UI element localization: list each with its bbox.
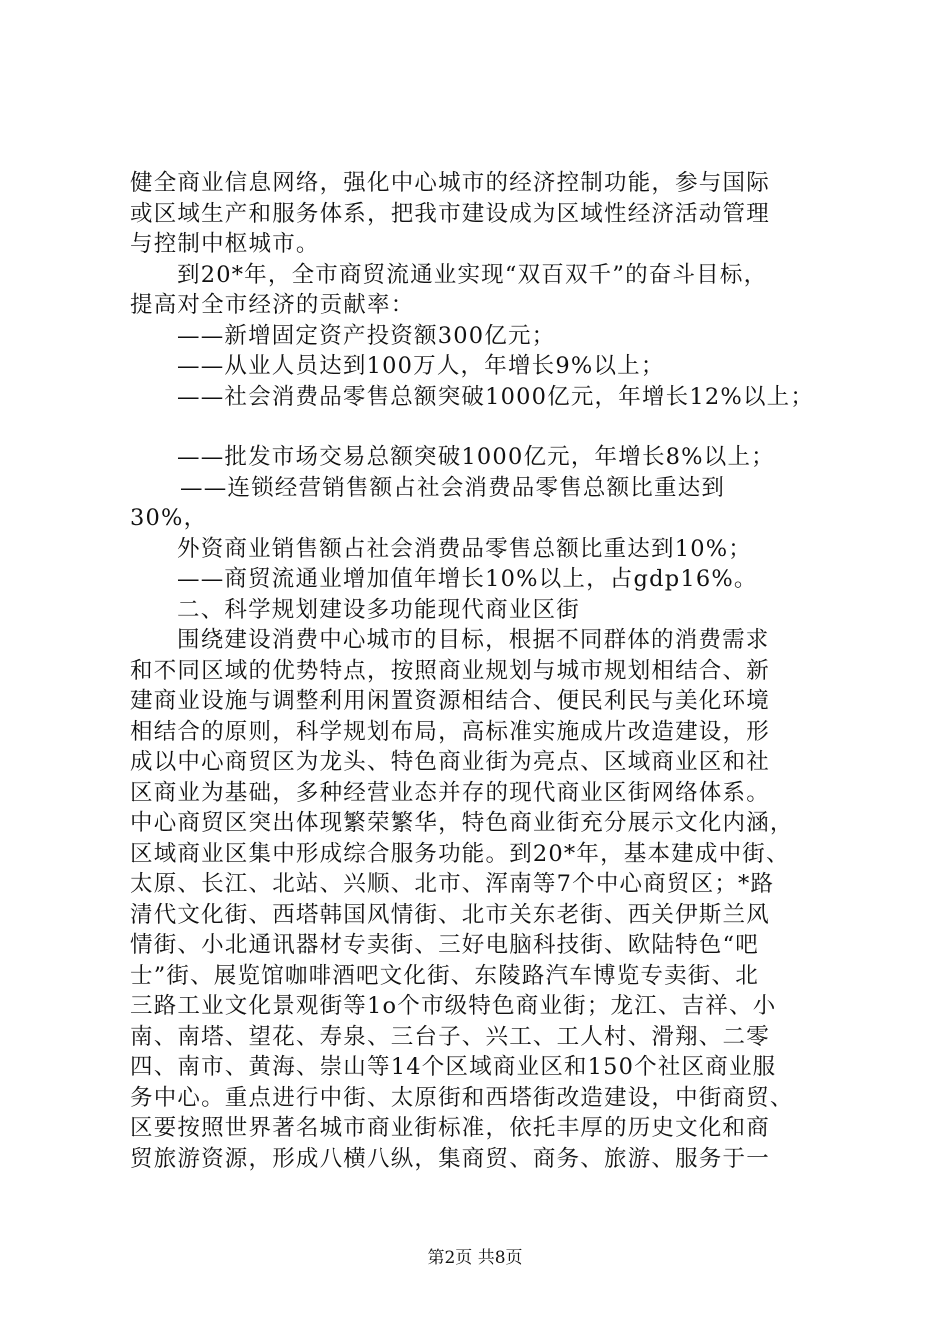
text-line: 到20*年，全市商贸流通业实现“双百双千”的奋斗目标，: [177, 261, 768, 288]
text-line: 南、南塔、望花、寿泉、三台子、兴工、工人村、滑翔、二零: [130, 1023, 770, 1050]
text-line: 提高对全市经济的贡献率：: [130, 292, 415, 318]
text-line: 太原、长江、北站、兴顺、北市、浑南等7个中心商贸区；*路: [130, 871, 775, 897]
text-line: 清代文化街、西塔韩国风情街、北市关东老街、西关伊斯兰风: [130, 901, 770, 928]
text-line: 三路工业文化景观街等1o个市级特色商业街；龙江、吉祥、小: [130, 993, 777, 1019]
text-line: ——连锁经营销售额占社会消费品零售总额比重达到: [180, 474, 726, 501]
text-line: 区商业为基础，多种经营业态并存的现代商业区街网络体系。: [130, 779, 770, 806]
text-line: 区要按照世界著名城市商业街标准，依托丰厚的历史文化和商: [130, 1115, 770, 1141]
text-line: 或区域生产和服务体系，把我市建设成为区域性经济活动管理: [130, 200, 770, 227]
text-line: 建商业设施与调整利用闲置资源相结合、便民利民与美化环境: [130, 688, 770, 714]
text-line: ——商贸流通业增加值年增长10%以上，占gdp16%。: [177, 566, 758, 592]
text-line: 务中心。重点进行中街、太原街和西塔街改造建设，中街商贸、: [130, 1084, 794, 1111]
text-line: 士”街、展览馆咖啡酒吧文化街、东陵路汽车博览专卖街、北: [130, 962, 759, 989]
text-line: [130, 412, 830, 442]
text-line: 贸旅游资源，形成八横八纵，集商贸、商务、旅游、服务于一: [130, 1145, 770, 1172]
body-text: [130, 168, 830, 1174]
text-line: 情街、小北通讯器材专卖街、三好电脑科技街、欧陆特色“吧: [130, 932, 759, 958]
text-line: ——从业人员达到100万人，年增长9%以上；: [177, 353, 665, 379]
text-line: 30%，: [130, 505, 208, 531]
text-line: 相结合的原则，科学规划布局，高标准实施成片改造建设，形: [130, 718, 770, 745]
text-line: 四、南市、黄海、崇山等14个区域商业区和150个社区商业服: [130, 1054, 777, 1080]
text-line: 外资商业销售额占社会消费品零售总额比重达到10%；: [177, 535, 753, 562]
text-line: 二、科学规划建设多功能现代商业区街: [177, 596, 580, 623]
text-line: 围绕建设消费中心城市的目标，根据不同群体的消费需求: [177, 627, 770, 653]
text-line: 区域商业区集中形成综合服务功能。到20*年，基本建成中街、: [130, 840, 790, 867]
text-line: 健全商业信息网络，强化中心城市的经济控制功能，参与国际: [130, 170, 770, 196]
text-line: 成以中心商贸区为龙头、特色商业街为亮点、区域商业区和社: [130, 749, 770, 775]
text-line: ——社会消费品零售总额突破1000亿元，年增长12%以上；: [177, 383, 815, 410]
text-line: 和不同区域的优势特点，按照商业规划与城市规划相结合、新: [130, 657, 770, 684]
text-line: ——新增固定资产投资额300亿元；: [177, 322, 556, 349]
page-footer: 第2页 共8页: [427, 1248, 523, 1268]
text-line: 中心商贸区突出体现繁荣繁华，特色商业街充分展示文化内涵，: [130, 810, 794, 836]
text-line: ——批发市场交易总额突破1000亿元，年增长8%以上；: [177, 444, 775, 470]
text-line: 与控制中枢城市。: [130, 231, 320, 257]
